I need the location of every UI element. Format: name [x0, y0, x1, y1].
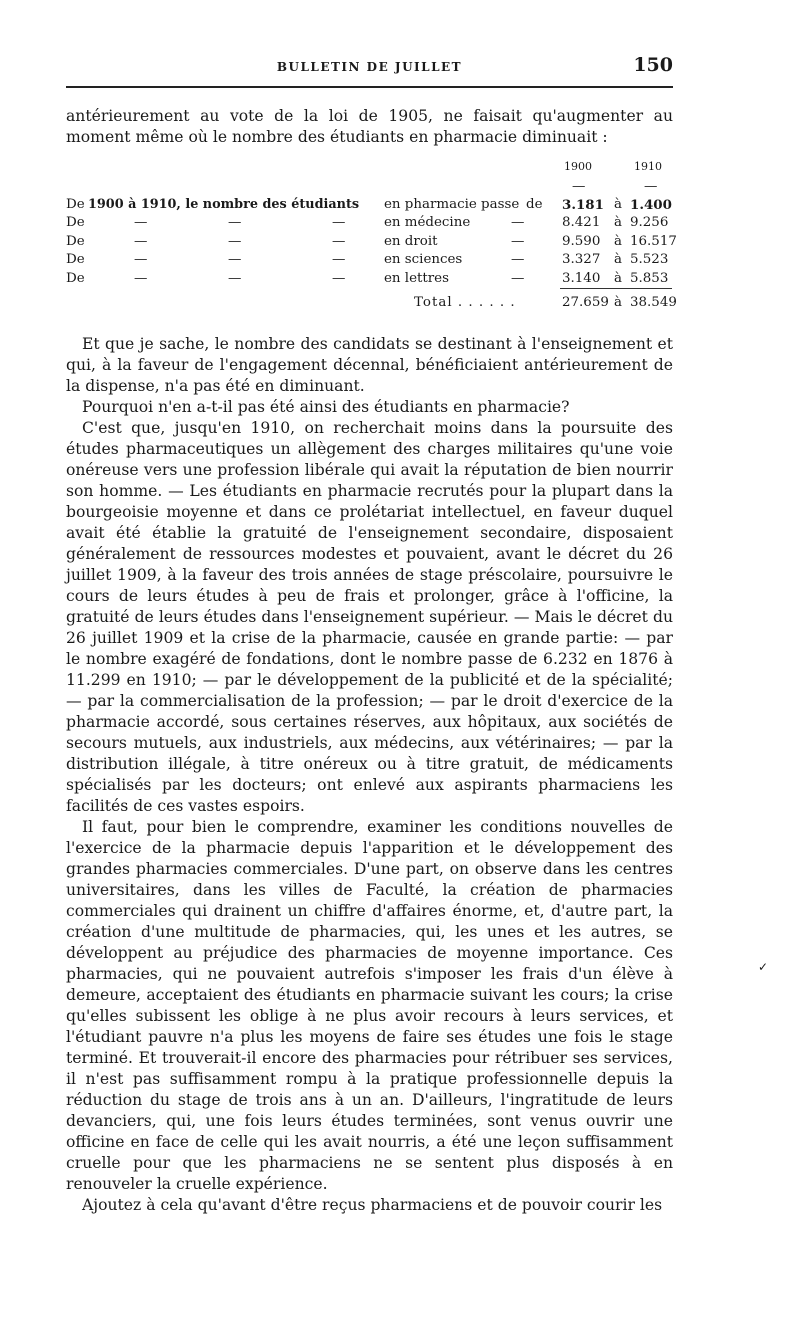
table-row — [66, 233, 677, 251]
table-year-dash-row — [66, 178, 673, 196]
year-1910: 1910 — [634, 160, 662, 173]
paragraph: Pourquoi n'en a-t-il pas été ainsi des étudiants en pharmacie? — [82, 398, 570, 417]
table-year-row — [66, 158, 673, 178]
row-field: en sciences — [384, 252, 463, 268]
row-field: en pharmacie passe — [384, 197, 520, 212]
value-1910: 5.523 — [630, 252, 669, 268]
dash: — — [332, 233, 346, 249]
row-prefix: De — [66, 197, 85, 212]
row-prefix: De — [66, 215, 85, 231]
paragraph: Et que je sache, le nombre des candidats se destinant à l'enseignement et qui, à la faveur de l'engagement décennal, bénéficiaient antérieurement de la dispense, n'a pas été en diminuant. — [66, 335, 673, 396]
page-number: 150 — [633, 54, 673, 76]
total-1910: 38.549 — [630, 294, 677, 310]
row-prefix: De — [66, 233, 85, 249]
table-row — [66, 270, 673, 288]
dash: — — [511, 233, 525, 249]
dash: — — [332, 270, 346, 286]
total-label: Total . . . . . . — [414, 294, 516, 310]
value-1900: 3.140 — [562, 270, 601, 286]
dash: — — [511, 215, 525, 231]
a-word: à — [614, 252, 622, 268]
value-1910: 9.256 — [630, 215, 669, 231]
value-1900: 3.181 — [562, 197, 604, 213]
body-text — [66, 334, 673, 1216]
year-1900: 1900 — [564, 160, 592, 173]
value-1910: 1.400 — [630, 197, 672, 213]
row-field: en droit — [384, 233, 438, 249]
total-1900: 27.659 — [562, 294, 609, 310]
dash: — — [332, 252, 346, 268]
table-row — [66, 214, 673, 232]
a-word: à — [614, 215, 622, 231]
dash: — — [134, 215, 148, 231]
dash: — — [511, 252, 525, 268]
page-header — [66, 54, 673, 84]
value-1900: 3.327 — [562, 252, 601, 268]
dash: — — [644, 179, 658, 194]
dash: — — [228, 215, 242, 231]
a-word: à — [614, 294, 622, 310]
header-rule — [66, 86, 673, 88]
a-word: à — [614, 270, 622, 286]
table-row — [66, 251, 673, 269]
total-row — [66, 294, 677, 312]
a-word: à — [614, 233, 622, 249]
running-title: BULLETIN DE JUILLET — [276, 60, 463, 74]
value-1900: 9.590 — [562, 233, 601, 249]
dash: — — [228, 270, 242, 286]
dash: — — [134, 252, 148, 268]
row-phrase: 1900 à 1910, le nombre des étudiants — [88, 197, 360, 212]
row-field: en médecine — [384, 215, 471, 231]
dash: — — [572, 179, 586, 194]
value-1910: 16.517 — [630, 233, 677, 249]
dash: — — [228, 233, 242, 249]
dash: — — [332, 215, 346, 231]
dash: — — [134, 270, 148, 286]
paragraph: Il faut, pour bien le comprendre, examiner les conditions nouvelles de l'exercice de la pharmacie depuis l'apparition et le développement des grandes pharmacies commerciales. D'une part, on observe dans les centres universitaires, dans les villes de Faculté, la création de pharmacies commerciales qui drainent un chiffre d'affaires énorme, et, d'autre part, la création d'une multitude de pharmacies, qui, les unes et les autres, se développent au préjudice des pharmacies de moyenne importance. Ces pharmacies, qui ne pouvaient autrefois s'imposer les frais d'un élève à demeure, acceptaient des étudiants en pharmacie suivant les cours; la crise qu'elles subissent les oblige à ne plus avoir recours à leurs services, et l'étudiant pauvre n'a plus les moyens de faire ses études une fois le stage terminé. Et trouverait-il encore des pharmacies pour rétribuer ses services, il n'est pas suffisamment rompu à la pratique professionnelle depuis la réduction du stage de trois ans à un an. D'ailleurs, l'ingratitude de leurs devanciers, qui, une fois leurs études terminées, sont venus ouvrir une officine en face de celle qui les avait nourris, a été une leçon suffisamment cruelle pour que les pharmaciens ne se sentent plus disposés à en renouveler la cruelle expérience. — [66, 818, 673, 1194]
table-row — [66, 196, 673, 214]
dash: — — [134, 233, 148, 249]
de-word: de — [526, 197, 543, 212]
intro-paragraph: antérieurement au vote de la loi de 1905, ne faisait qu'augmenter au moment même où le nombre des étudiants en pharmacie diminuait : — [66, 107, 673, 146]
paragraph: Ajoutez à cela qu'avant d'être reçus pharmaciens et de pouvoir courir les — [82, 1196, 663, 1215]
row-prefix: De — [66, 270, 85, 286]
row-prefix: De — [66, 252, 85, 268]
dash: — — [228, 252, 242, 268]
sum-rule — [560, 288, 672, 289]
paragraph: C'est que, jusqu'en 1910, on recherchait moins dans la poursuite des études pharmaceutiques un allègement des charges militaires qu'une voie onéreuse vers une profession libérale qui avait la réputation de bien nourrir son homme. — Les étudiants en pharmacie recrutés pour la plupart dans la bourgeoisie moyenne et dans ce prolétariat intellectuel, en faveur duquel avait été établie la gratuité de l'enseignement secondaire, disposaient généralement de ressources modestes et pouvaient, avant le décret du 26 juillet 1909, à la faveur des trois années de stage préscolaire, poursuivre le cours de leurs études à peu de frais et prolonger, grâce à l'officine, la gratuité de leurs études dans l'enseignement supérieur. — Mais le décret du 26 juillet 1909 et la crise de la pharmacie, causée en grande partie: — par le nombre exagéré de fondations, dont le nombre passe de 6.232 en 1876 à 11.299 en 1910; — par le développement de la publicité et de la spécialité; — par la commercialisation de la profession; — par le droit d'exercice de la pharmacie accordé, sous certaines réserves, aux hôpitaux, aux sociétés de secours mutuels, aux industriels, aux médecins, aux vétérinaires; — par la distribution illégale, à titre onéreux ou à titre gratuit, de médicaments spécialisés par les docteurs; ont enlevé aux aspirants pharmaciens les facilités de ces vastes espoirs. — [66, 419, 673, 816]
dash: — — [511, 270, 525, 286]
margin-mark-icon: ✓ — [758, 960, 769, 974]
value-1900: 8.421 — [562, 215, 601, 231]
enrollment-table — [66, 158, 677, 312]
page — [66, 54, 677, 1216]
value-1910: 5.853 — [630, 270, 669, 286]
a-word: à — [614, 197, 622, 212]
row-field: en lettres — [384, 270, 449, 286]
